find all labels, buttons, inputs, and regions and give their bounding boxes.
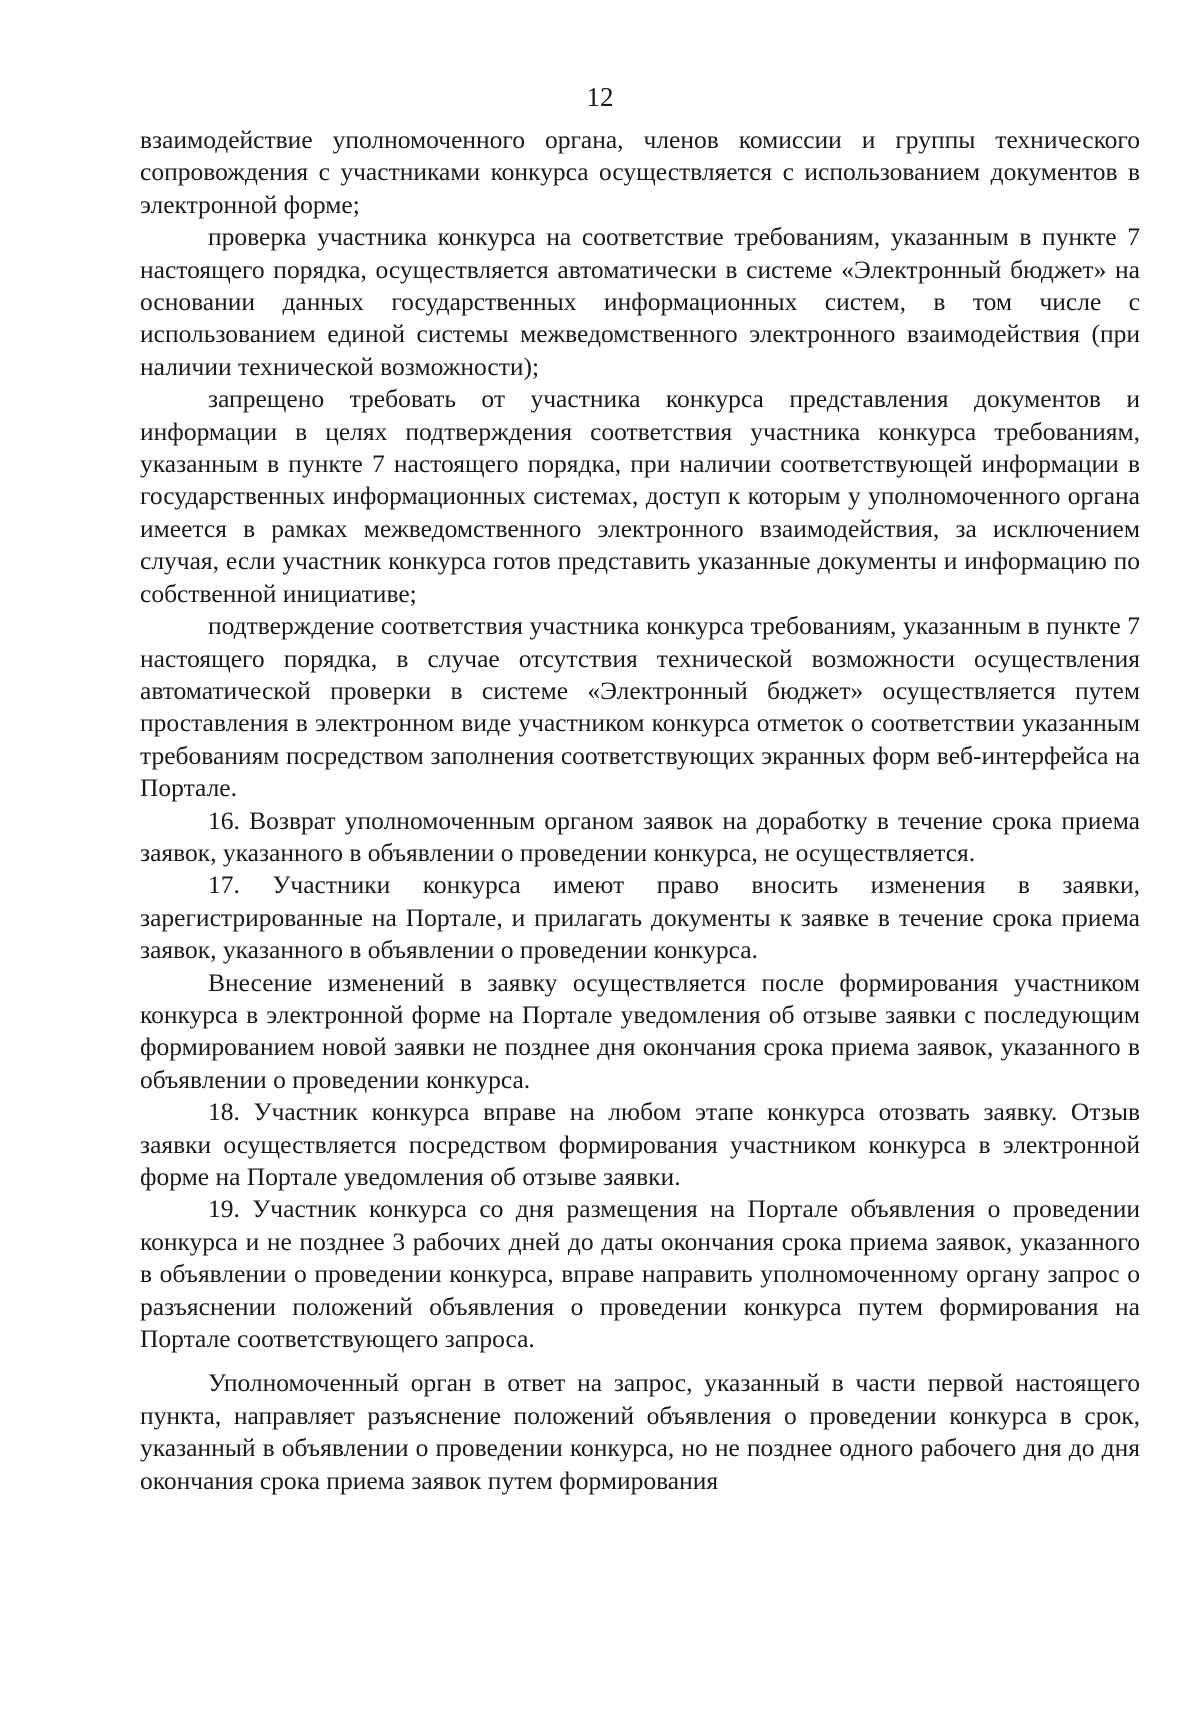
paragraph-item-19: 19. Участник конкурса со дня размещения на Портале объявления о проведении конкурса и не позднее 3 рабочих дней до даты окончания срока приема заявок, указанного в объявлении о проведении конкурса, вправе направить уполномоченному органу запрос о разъяснении положений объявления о проведении конкурса путем формирования на Портале соответствующего запроса. [140,1194,1140,1354]
paragraph-item-17-changes: Внесение изменений в заявку осуществляется после формирования участником конкурса в электронной форме на Портале уведомления об отзыве заявки с последующим формированием новой заявки не позднее дня окончания срока приема заявок, указанного в объявлении о проведении конкурса. [140,967,1140,1094]
paragraph-item-17: 17. Участники конкурса имеют право вносить изменения в заявки, зарегистрированные на Портале, и прилагать документы к заявке в течение срока приема заявок, указанного в объявлении о проведении конкурса. [140,870,1140,965]
paragraph-automatic-check: проверка участника конкурса на соответствие требованиям, указанным в пункте 7 настоящего порядка, осуществляется автоматически в системе «Электронный бюджет» на основании данных государственных информационных систем, в том числе с использованием единой системы межведомственного электронного взаимодействия (при наличии технической возможности); [140,222,1140,381]
paragraph-document-request-ban: запрещено требовать от участника конкурса представления документов и информации в целях подтверждения соответствия участника конкурса требованиям, указанным в пункте 7 настоящего порядка, при наличии соответствующей информации в государственных информационных системах, доступ к которым у уполномоченного органа имеется в рамках межведомственного электронного взаимодействия, за исключением случая, если участник конкурса готов представить указанные документы и информацию по собственной инициативе; [140,384,1140,608]
paragraph-item-18: 18. Участник конкурса вправе на любом этапе конкурса отозвать заявку. Отзыв заявки осуществляется посредством формирования участником конкурса в электронной форме на Портале уведомления об отзыве заявки. [140,1097,1140,1191]
paragraph-compliance-confirmation: подтверждение соответствия участника конкурса требованиям, указанным в пункте 7 настоящего порядка, в случае отсутствия технической возможности осуществления автоматической проверки в системе «Электронный бюджет» осуществляется путем проставления в электронном виде участником конкурса отметок о соответствии указанным требованиям посредством заполнения соответствующих экранных форм веб-интерфейса на Портале. [140,611,1140,803]
paragraph-item-19-response: Уполномоченный орган в ответ на запрос, указанный в части первой настоящего пункта, направляет разъяснение положений объявления о проведении конкурса в срок, указанный в объявлении о проведении конкурса, но не позднее одного рабочего дня до дня окончания срока приема заявок путем формирования [140,1368,1140,1495]
document-body [140,124,1140,1497]
page-number: 12 [586,82,614,112]
paragraph-item-16: 16. Возврат уполномоченным органом заявок на доработку в течение срока приема заявок, указанного в объявлении о проведении конкурса, не осуществляется. [140,805,1140,867]
paragraph-continuation: взаимодействие уполномоченного органа, членов комиссии и группы технического сопровождения с участниками конкурса осуществляется с использованием документов в электронной форме; [140,125,1140,219]
